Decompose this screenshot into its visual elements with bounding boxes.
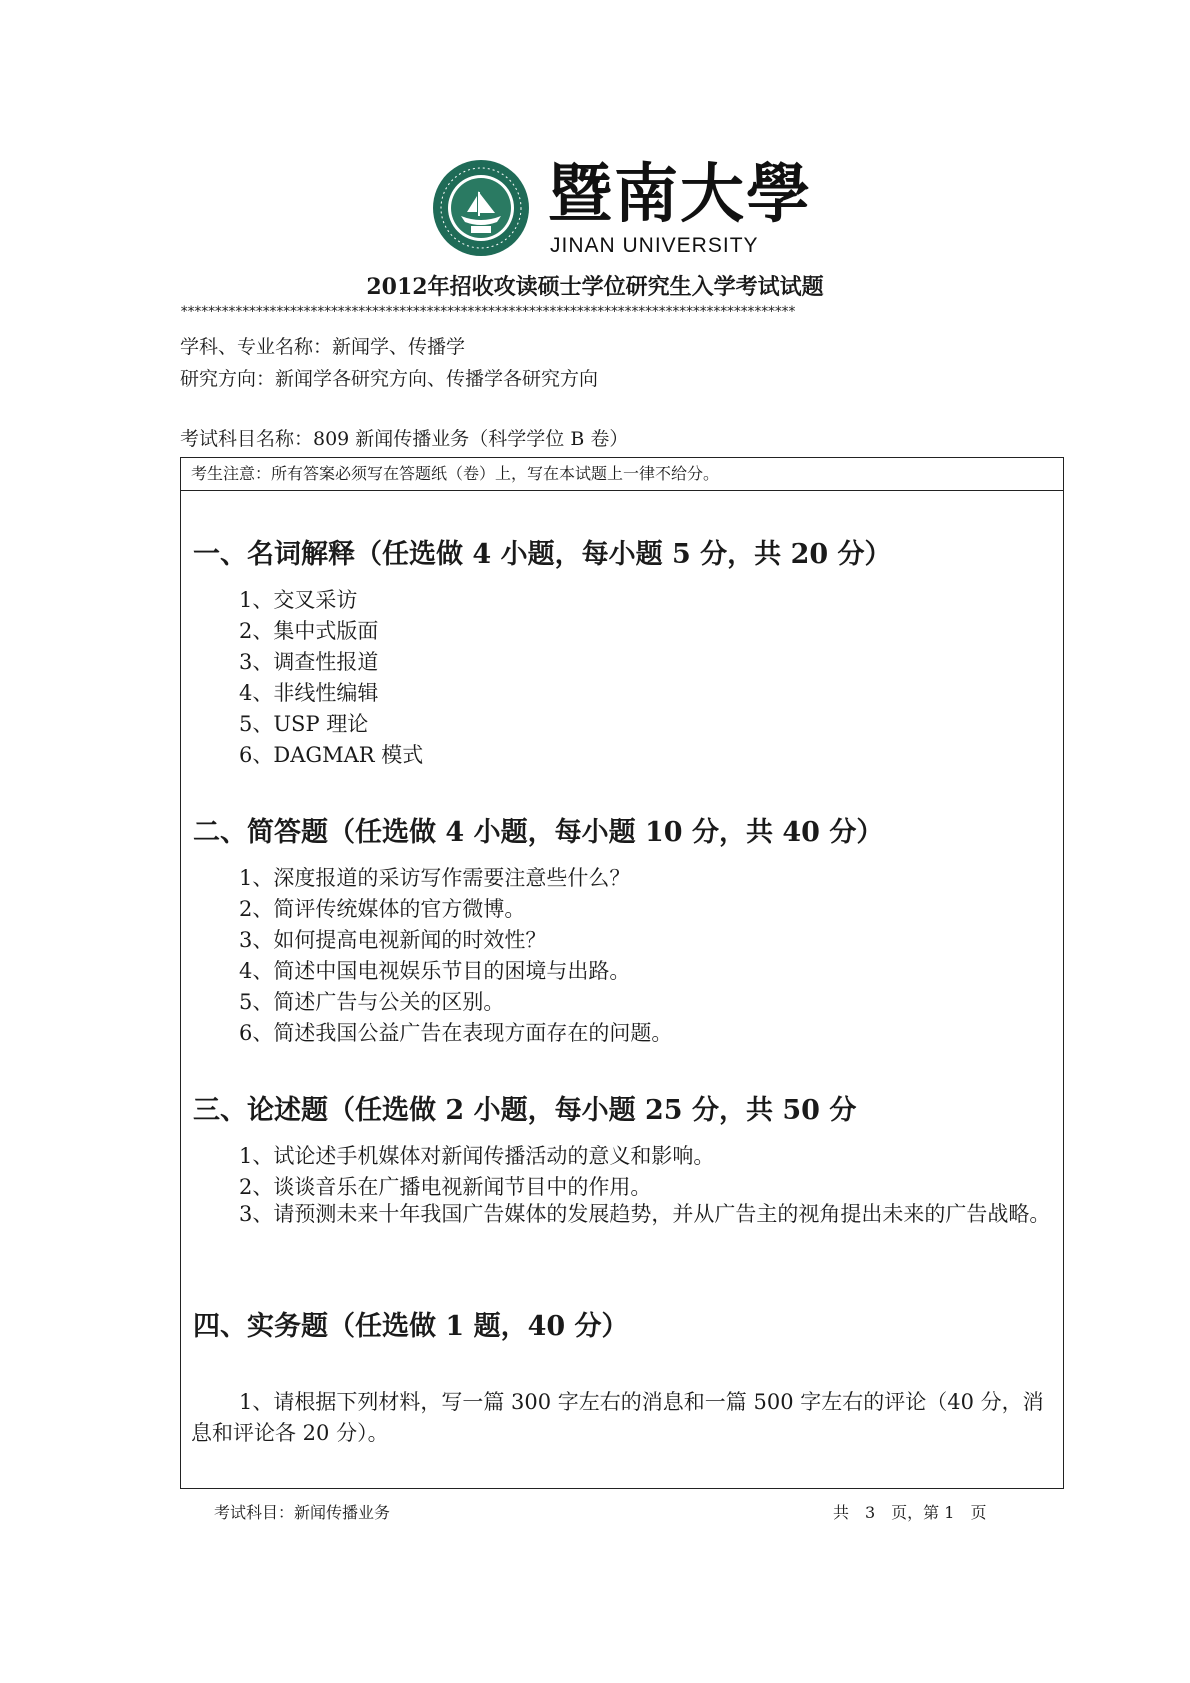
exam-content-box	[180, 457, 1064, 1489]
footer-page-number: 共 3 页，第 1 页	[833, 1503, 987, 1522]
list-item: 3、如何提高电视新闻的时效性？	[239, 928, 547, 952]
list-item: 1、交叉采访	[239, 588, 358, 612]
list-item: 2、简评传统媒体的官方微博。	[239, 897, 526, 921]
list-item: 1、深度报道的采访写作需要注意些什么？	[239, 866, 631, 890]
subject-line: 考试科目名称：809 新闻传播业务（科学学位 B 卷）	[180, 428, 629, 450]
exam-title: 2012年招收攻读硕士学位研究生入学考试试题	[366, 274, 824, 300]
logo-chinese-name: 暨南大學	[548, 157, 812, 232]
logo-english-name: JINAN UNIVERSITY	[550, 234, 759, 257]
section-heading-2: 二、简答题（任选做 4 小题，每小题 10 分，共 40 分）	[193, 817, 884, 848]
separator-line: ******************************************************************************************	[180, 305, 795, 319]
candidate-notice: 考生注意：所有答案必须写在答题纸（卷）上，写在本试题上一律不给分。	[181, 458, 1063, 491]
list-item: 6、DAGMAR 模式	[239, 743, 424, 767]
direction-line: 研究方向：新闻学各研究方向、传播学各研究方向	[180, 368, 599, 390]
list-item: 5、USP 理论	[239, 712, 369, 736]
footer-subject: 考试科目：新闻传播业务	[214, 1503, 391, 1522]
major-line: 学科、专业名称：新闻学、传播学	[180, 336, 466, 358]
section-heading-1: 一、名词解释（任选做 4 小题，每小题 5 分，共 20 分）	[193, 539, 892, 570]
list-item: 1、试论述手机媒体对新闻传播活动的意义和影响。	[239, 1144, 715, 1168]
list-item: 4、非线性编辑	[239, 681, 379, 705]
list-item: 3、调查性报道	[239, 650, 379, 674]
list-item: 3、请预测未来十年我国广告媒体的发展趋势，并从广告主的视角提出未来的广告战略。	[239, 1202, 1051, 1226]
list-item: 2、集中式版面	[239, 619, 379, 643]
section-heading-4: 四、实务题（任选做 1 题，40 分）	[193, 1311, 629, 1342]
university-seal-icon	[431, 158, 531, 258]
list-item: 5、简述广告与公关的区别。	[239, 990, 505, 1014]
list-item: 1、请根据下列材料，写一篇 300 字左右的消息和一篇 500 字左右的评论（40 分，消息和评论各 20 分）。	[191, 1390, 1044, 1445]
section-heading-3: 三、论述题（任选做 2 小题，每小题 25 分，共 50 分	[193, 1095, 857, 1126]
list-item: 4、简述中国电视娱乐节目的困境与出路。	[239, 959, 631, 983]
university-wordmark	[548, 157, 812, 257]
list-item: 2、谈谈音乐在广播电视新闻节目中的作用。	[239, 1175, 652, 1199]
list-item: 6、简述我国公益广告在表现方面存在的问题。	[239, 1021, 673, 1045]
